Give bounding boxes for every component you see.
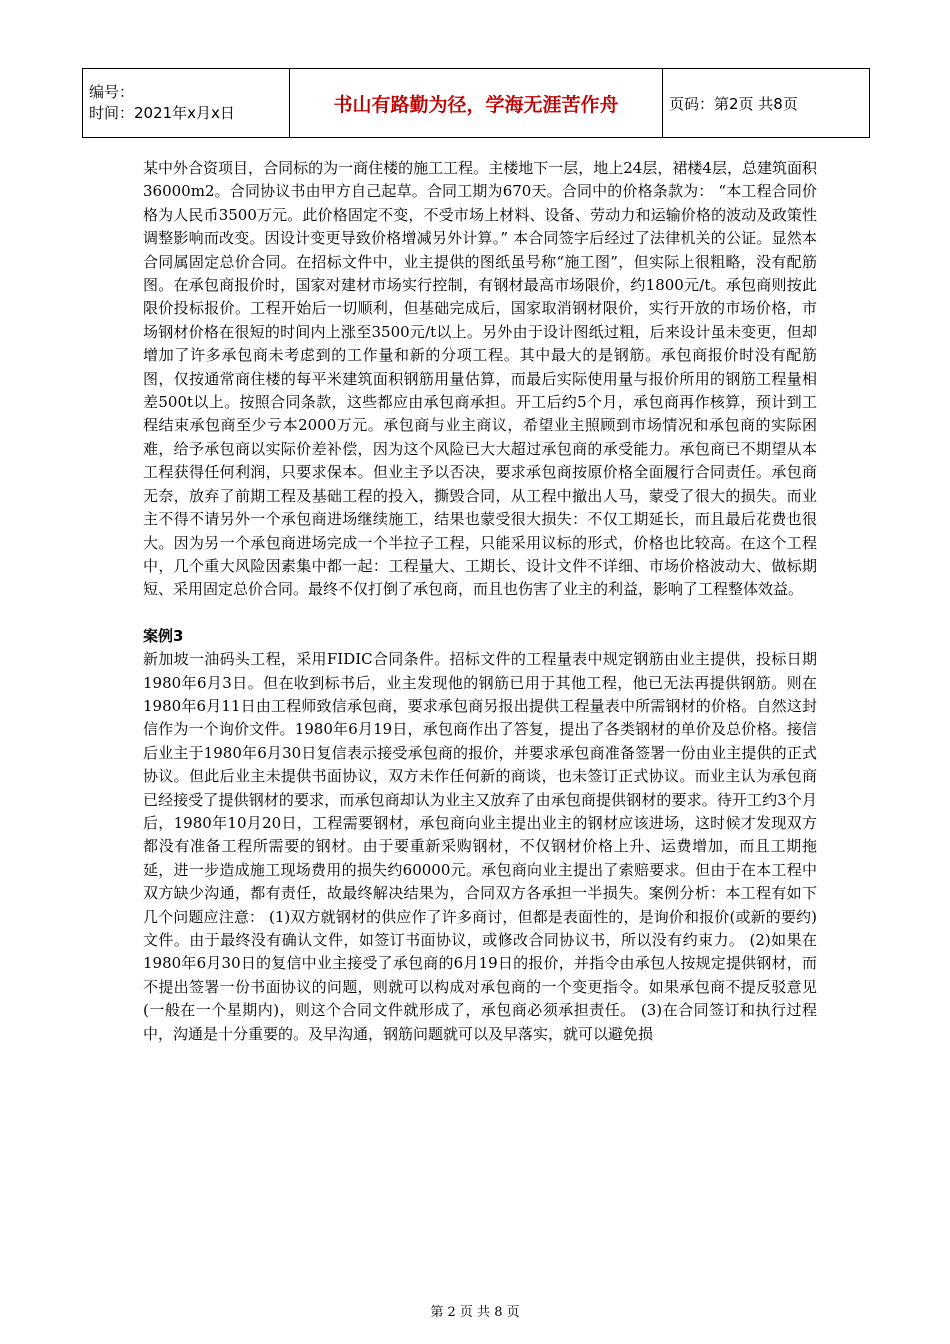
page-footer: 第 2 页 共 8 页 xyxy=(430,1305,520,1320)
document-number-label: 编号： xyxy=(89,83,135,101)
header-meta-cell xyxy=(83,69,290,138)
body-paragraph: 某中外合资项目，合同标的为一商住楼的施工工程。主楼地下一层，地上24层，裙楼4层，总建筑面积36000m2。合同协议书由甲方自己起草。合同工期为670天。合同中的价格条款为： “本工程合同价格为人民币3500万元。此价格固定不变，不受市场上材料、设备、劳动力和运输价格的波动及政策性调整影响而改变。因设计变更导致价格增减另外计算。” 本合同签字后经过了法律机关的公证。显然本合同属固定总价合同。在招标文件中，业主提供的图纸虽号称“施工图”，但实际上很粗略，没有配筋图。在承包商报价时，国家对建材市场实行控制，有钢材最高市场限价，约1800元/t。承包商则按此限价投标报价。工程开始后一切顺利，但基础完成后，国家取消钢材限价，实行开放的市场价格，市场钢材价格在很短的时间内上涨至3500元/t以上。另外由于设计图纸过粗，后来设计虽未变更，但却增加了许多承包商未考虑到的工作量和新的分项工程。其中最大的是钢筋。承包商报价时没有配筋图，仅按通常商住楼的每平米建筑面积钢筋用量估算，而最后实际使用量与报价所用的钢筋工程量相差500t以上。按照合同条款，这些都应由承包商承担。开工后约5个月，承包商再作核算，预计到工程结束承包商至少亏本2000万元。承包商与业主商议，希望业主照顾到市场情况和承包商的实际困难，给予承包商以实际价差补偿，因为这个风险已大大超过承包商的承受能力。承包商已不期望从本工程获得任何利润，只要求保本。但业主予以否决，要求承包商按原价格全面履行合同责任。承包商无奈，放弃了前期工程及基础工程的投入，撕毁合同，从工程中撤出人马，蒙受了很大的损失。而业主不得不请另外一个承包商进场继续施工，结果也蒙受很大损失：不仅工期延长，而且最后花费也很大。因为另一个承包商进场完成一个半拉子工程，只能采用议标的形式，价格也比较高。在这个工程中，几个重大风险因素集中都一起：工程量大、工期长、设计文件不详细、市场价格波动大、做标期短、采用固定总价合同。最终不仅打倒了承包商，而且也伤害了业主的利益，影响了工程整体效益。 xyxy=(143,159,817,599)
header-motto: 书山有路勤为径，学海无涯苦作舟 xyxy=(290,69,663,138)
page-header xyxy=(82,68,870,138)
document-date-label: 时间：2021年x月x日 xyxy=(89,104,235,122)
body-paragraph: 新加坡一油码头工程，采用FIDIC合同条件。招标文件的工程量表中规定钢筋由业主提供，投标日期1980年6月3日。但在收到标书后，业主发现他的钢筋已用于其他工程，他已无法再提供钢筋。则在1980年6月11日由工程师致信承包商，要求承包商另报出提供工程量表中所需钢材的价格。自然这封信作为一个询价文件。1980年6月19日，承包商作出了答复，提出了各类钢材的单价及总价格。接信后业主于1980年6月30日复信表示接受承包商的报价，并要求承包商准备签署一份由业主提供的正式协议。但此后业主未提供书面协议，双方未作任何新的商谈，也未签订正式协议。而业主认为承包商已经接受了提供钢材的要求，而承包商却认为业主又放弃了由承包商提供钢材的要求。待开工约3个月后，1980年10月20日，工程需要钢材，承包商向业主提出业主的钢材应该进场，这时候才发现双方都没有准备工程所需要的钢材。由于要重新采购钢材，不仅钢材价格上升、运费增加，而且工期拖延，进一步造成施工现场费用的损失约60000元。承包商向业主提出了索赔要求。但由于在本工程中双方缺少沟通，都有责任，故最终解决结果为，合同双方各承担一半损失。案例分析：本工程有如下几个问题应注意： (1)双方就钢材的供应作了许多商讨，但都是表面性的，是询价和报价(或新的要约)文件。由于最终没有确认文件，如签订书面协议，或修改合同协议书，所以没有约束力。 (2)如果在1980年6月30日的复信中业主接受了承包商的6月19日的报价，并指令由承包人按规定提供钢材，而不提出签署一份书面协议的问题，则就可以构成对承包商的一个变更指令。如果承包商不提反驳意见(一般在一个星期内)，则这个合同文件就形成了，承包商必须承担责任。 (3)在合同签订和执行过程中，沟通是十分重要的。及早沟通，钢筋问题就可以及早落实，就可以避免损 xyxy=(143,650,817,1043)
header-page-number: 页码：第2页 共8页 xyxy=(663,69,870,138)
document-body xyxy=(143,157,817,1046)
case-heading: 案例3 xyxy=(143,626,184,645)
